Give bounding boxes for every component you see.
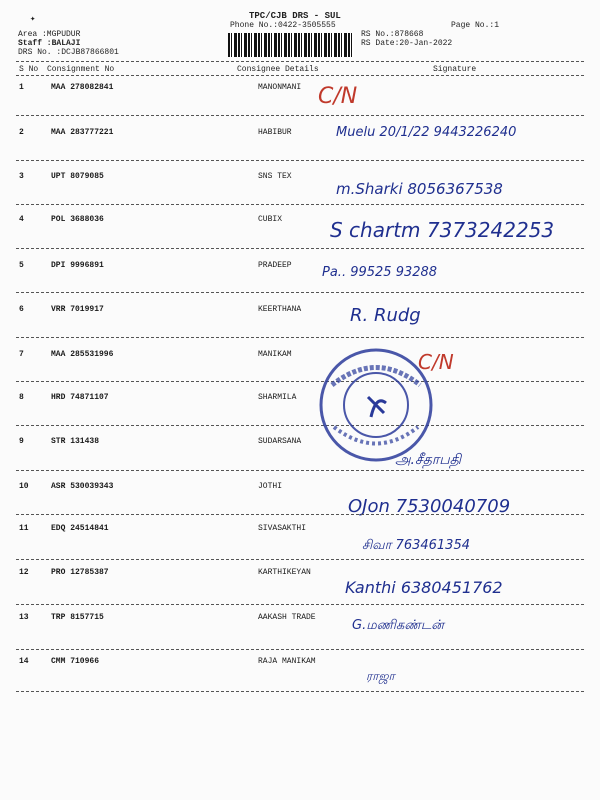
row-sno: 3 [19, 172, 24, 181]
pin-mark-icon: ✦ [30, 14, 36, 24]
drs-number: DRS No. :DCJB87866801 [18, 48, 119, 57]
row-sno: 9 [19, 437, 24, 446]
row-signature: அ.சீதாபதி [395, 452, 462, 468]
row-sno: 10 [19, 482, 29, 491]
row-consignment: HRD 74871107 [51, 393, 109, 402]
row-signature: சிவா 763461354 [362, 538, 470, 553]
row-consignment: STR 131438 [51, 437, 100, 446]
column-header-signature: Signature [433, 65, 477, 74]
row-divider [16, 559, 584, 560]
row-divider [16, 381, 584, 382]
row-consignment: CMM 710966 [51, 657, 100, 666]
row-divider [16, 514, 584, 515]
document-title: TPC/CJB DRS - SUL [249, 11, 341, 21]
row-consignee: CUBIX [258, 215, 283, 224]
column-header-consignee: Consignee Details [237, 65, 319, 74]
row-consignment: DPI 9996891 [51, 261, 104, 270]
row-consignment: POL 3688036 [51, 215, 104, 224]
row-signature: m.Sharki 8056367538 [336, 180, 503, 198]
row-sno: 12 [19, 568, 29, 577]
row-consignee: JOTHI [258, 482, 283, 491]
row-consignee: MANONMANI [258, 83, 302, 92]
row-divider [16, 292, 584, 293]
row-divider [16, 425, 584, 426]
row-sno: 7 [19, 350, 24, 359]
rs-number: RS No.:878668 [361, 30, 424, 39]
row-signature: Muelu 20/1/22 9443226240 [336, 125, 517, 140]
row-divider [16, 691, 584, 692]
row-consignment: UPT 8079085 [51, 172, 104, 181]
row-signature: Kanthi 6380451762 [345, 578, 503, 597]
row-sno: 4 [19, 215, 24, 224]
row-signature: S chartm 7373242253 [330, 218, 555, 242]
row-consignee: SNS TEX [258, 172, 292, 181]
row-divider [16, 337, 584, 338]
column-header-sno: S No [19, 65, 39, 74]
row-divider [16, 649, 584, 650]
header-divider [16, 61, 584, 62]
row-consignment: MAA 278082841 [51, 83, 114, 92]
column-header-consignment: Consignment No [47, 65, 115, 74]
row-signature: G.மணிகண்டன் [352, 618, 444, 633]
row-consignee: HABIBUR [258, 128, 292, 137]
row-consignment: VRR 7019917 [51, 305, 104, 314]
row-divider [16, 248, 584, 249]
row-signature: C/N [318, 84, 358, 109]
row-divider [16, 604, 584, 605]
barcode-icon [228, 33, 354, 57]
row-signature: R. Rudg [350, 305, 421, 326]
staff-label: Staff :BALAJI [18, 39, 81, 48]
phone-number: Phone No.:0422-3505555 [230, 21, 336, 30]
row-divider [16, 160, 584, 161]
page-number: Page No.:1 [451, 21, 500, 30]
row-consignment: MAA 285531996 [51, 350, 114, 359]
row-consignment: EDQ 24514841 [51, 524, 109, 533]
row-sno: 11 [19, 524, 29, 533]
row-divider [16, 470, 584, 471]
row-consignee: SHARMILA [258, 393, 297, 402]
row-sno: 1 [19, 83, 24, 92]
row-sno: 6 [19, 305, 24, 314]
column-header-divider [16, 75, 584, 76]
row-sno: 5 [19, 261, 24, 270]
area-label: Area :MGPUDUR [18, 30, 81, 39]
rs-date: RS Date:20-Jan-2022 [361, 39, 453, 48]
row-consignee: AAKASH TRADE [258, 613, 316, 622]
row-sno: 8 [19, 393, 24, 402]
row-consignee: MANIKAM [258, 350, 292, 359]
row-consignment: MAA 283777221 [51, 128, 114, 137]
row-divider [16, 204, 584, 205]
row-divider [16, 115, 584, 116]
row-consignment: ASR 530039343 [51, 482, 114, 491]
row-consignee: RAJA MANIKAM [258, 657, 316, 666]
row-consignee: SUDARSANA [258, 437, 302, 446]
row-consignee: SIVASAKTHI [258, 524, 307, 533]
row-consignee: PRADEEP [258, 261, 292, 270]
row-consignment: PRO 12785387 [51, 568, 109, 577]
row-signature: Pa.. 99525 93288 [322, 265, 438, 280]
row-sno: 2 [19, 128, 24, 137]
row-sno: 13 [19, 613, 29, 622]
row-consignment: TRP 8157715 [51, 613, 104, 622]
company-stamp-icon [316, 345, 436, 465]
row-signature: C/N [418, 350, 454, 374]
row-consignee: KEERTHANA [258, 305, 302, 314]
row-sno: 14 [19, 657, 29, 666]
row-signature: OJon 7530040709 [348, 496, 511, 517]
row-signature: ராஜா [366, 669, 395, 683]
row-consignee: KARTHIKEYAN [258, 568, 311, 577]
